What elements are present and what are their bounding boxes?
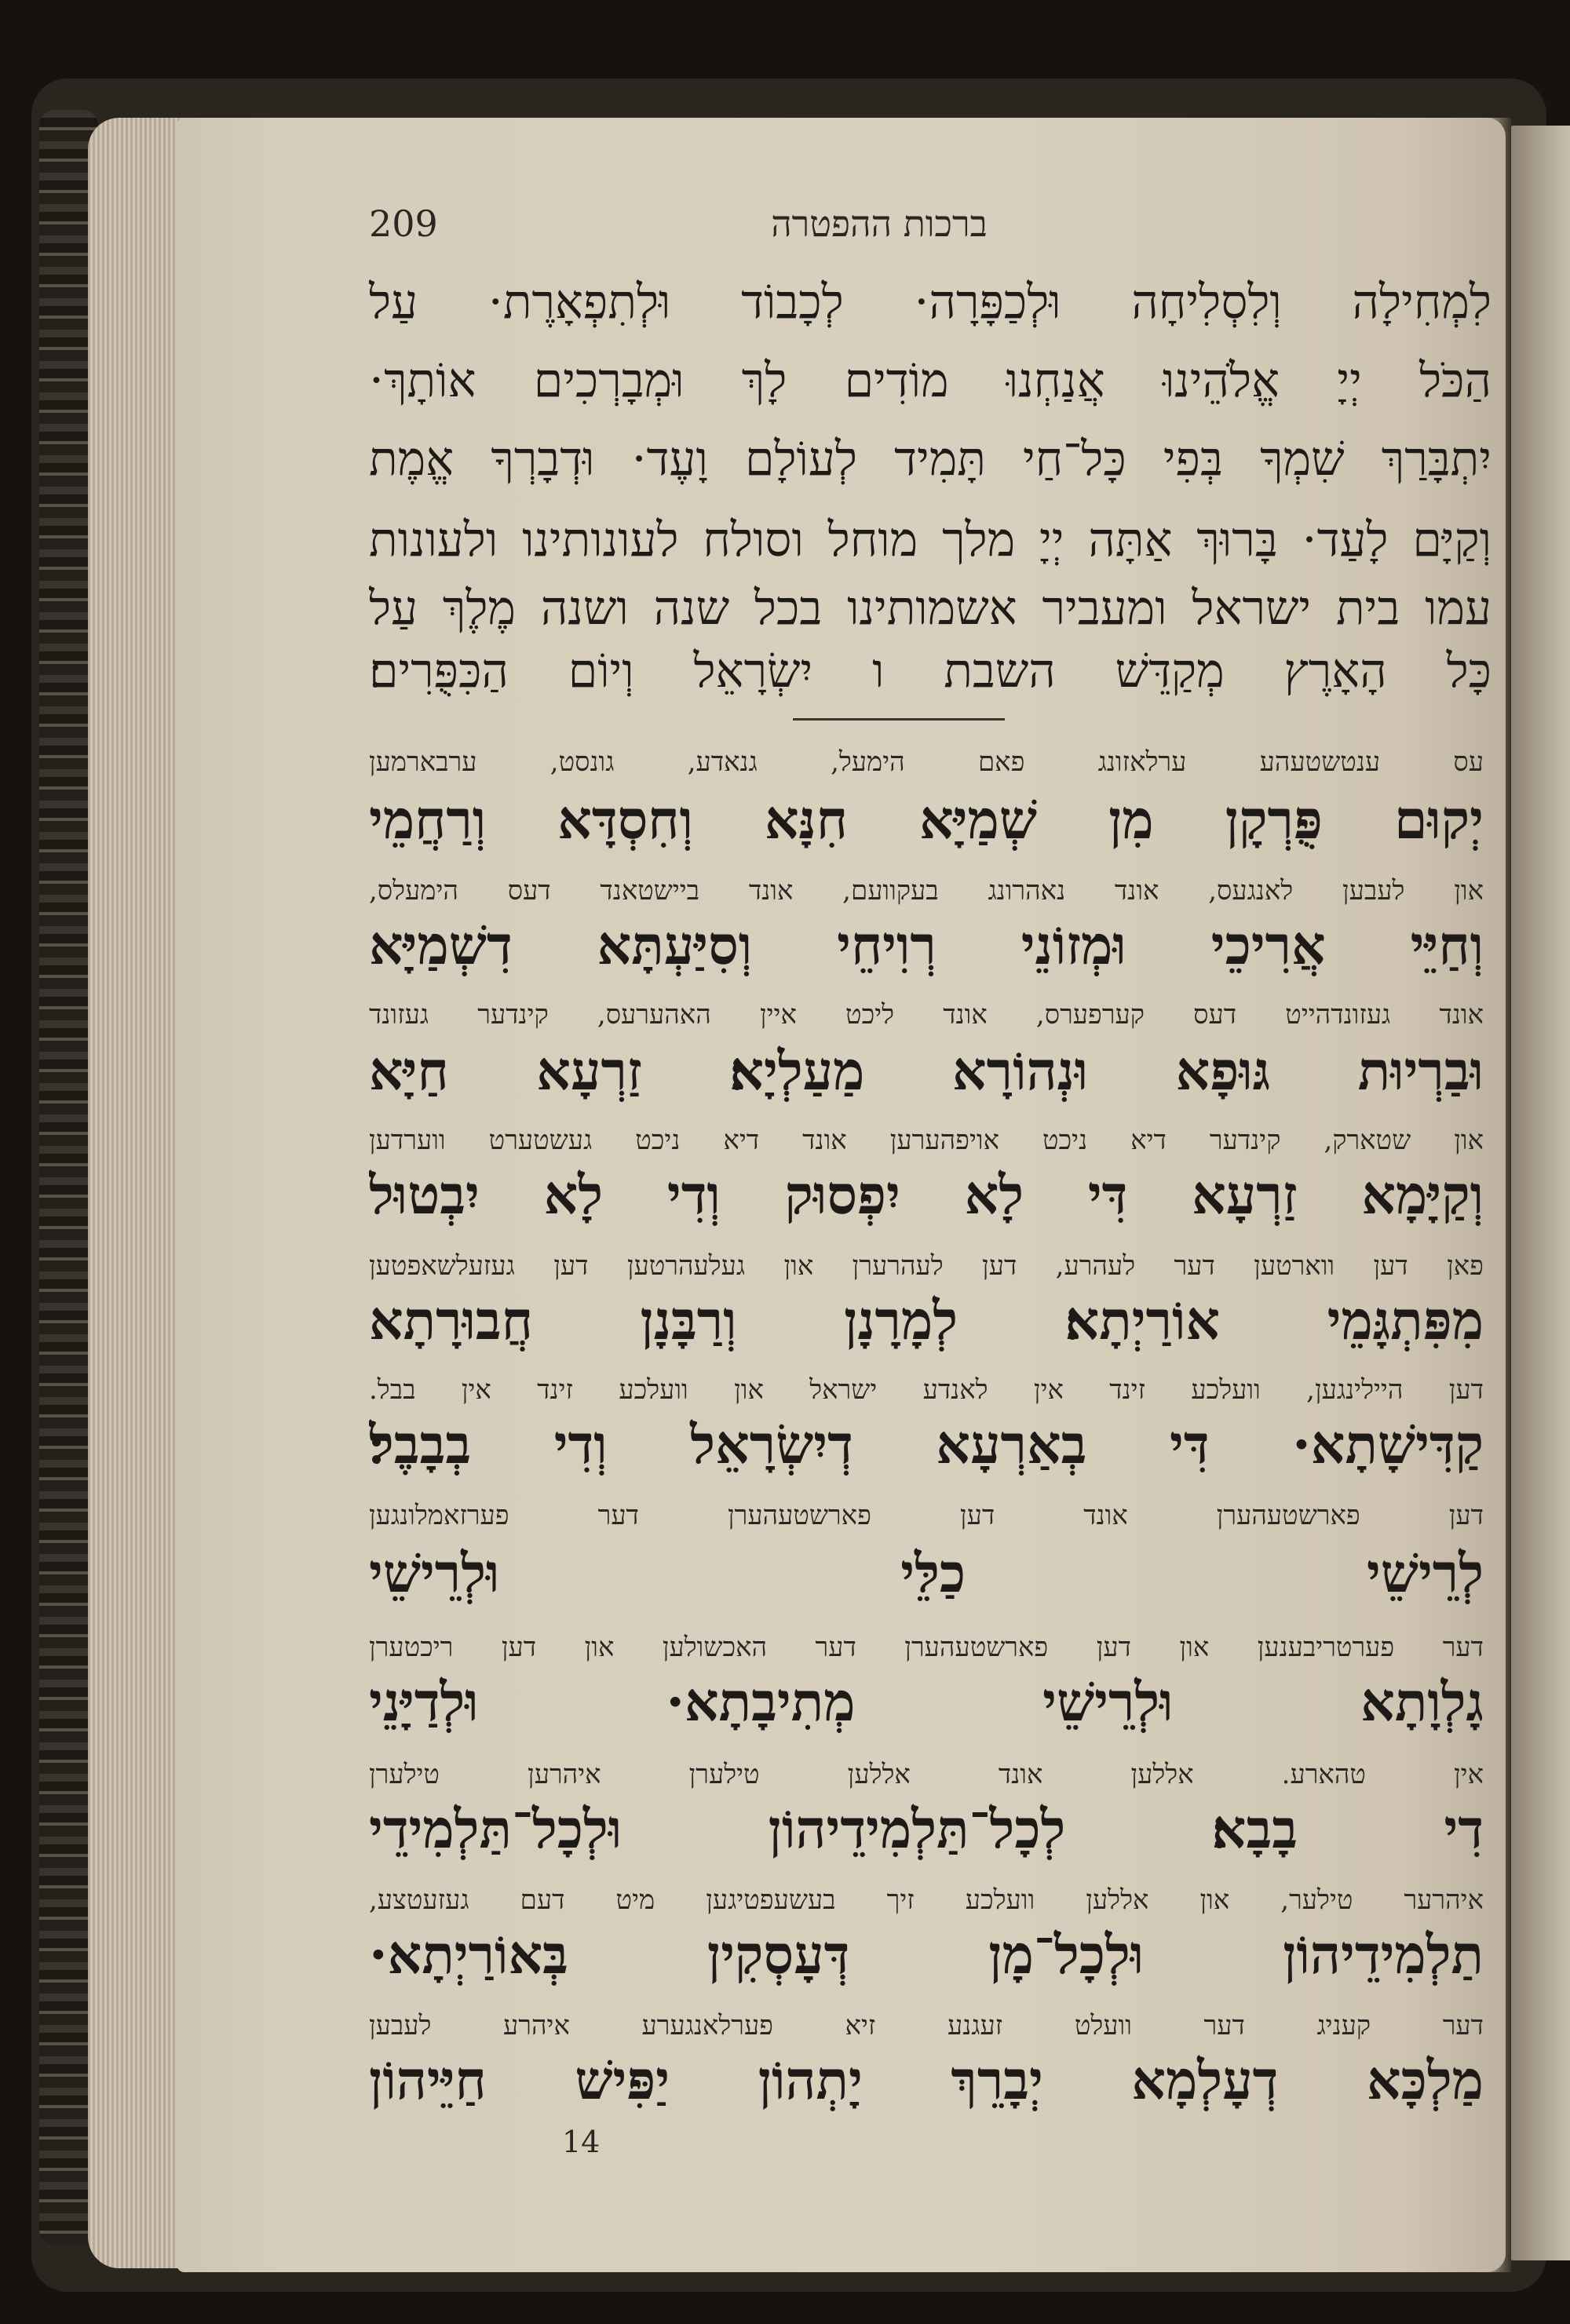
translation-line: אונד געזונדהייט דעס קערפערס, אונד ליכט איין האהערעס, קינדער געזונד bbox=[369, 999, 1484, 1031]
blessing-line: הַכֹּל יְיָ אֱלֹהֵינוּ אֲנַחְנוּ מוֹדִים לָךְ וּמְבָרְכִים אוֹתָךְ· bbox=[369, 353, 1492, 408]
aramaic-line: וּבַרְיוּת גּוּפָא וּנְהוֹרָא מַעַלְיָא׃ זַרְעָא חַיָּא bbox=[369, 1040, 1484, 1103]
aramaic-line: קַדִּישָׁתָא· דִּי בְאַרְעָא דְיִשְׂרָאֵל וְדִי בְבָבֶל׃ bbox=[369, 1414, 1484, 1476]
translation-line: עס ענטשטעהע ערלאזונג פאם הימעל, גנאדע, גונסט, ערבארמען bbox=[369, 746, 1484, 778]
translation-line: דען היילינגען, וועלכע זינד אין לאנדע ישראל און וועלכע זינד אין בבל. bbox=[369, 1374, 1484, 1406]
blessing-line: יִתְבָּרַךְ שִׁמְךָ בְּפִי כָּל־חַי תָּמִיד לְעוֹלָם וָעֶד· וּדְבָרְךָ אֱמֶת bbox=[369, 432, 1492, 487]
aramaic-line: יְקוּם פֻּרְקָן מִן שְׁמַיָּא חִנָּא וְחִסְדָּא וְרַחֲמֵי bbox=[369, 789, 1484, 852]
translation-line: פאן דען ווארטען דער לעהרע, דען לעהרערן און געלעהרטען דען געזעלשאפטען bbox=[369, 1250, 1484, 1282]
aramaic-line: מִפִּתְגָּמֵי אוֹרַיְתָא׃ לְמָרָנָן וְרַבָּנָן חֲבוּרָתָא bbox=[369, 1290, 1484, 1352]
aramaic-line: לְרֵישֵׁי כַלֵּי וּלְרֵישֵׁי bbox=[369, 1542, 1484, 1605]
translation-line: דען פארשטעהערן אונד דען פארשטעהערן דער פערזאמלונגען bbox=[369, 1500, 1484, 1531]
signature-mark: 14 bbox=[562, 2125, 601, 2159]
translation-line: דער פערטריבענען און דען פארשטעהערן דער האכשולען און דען ריכטערן bbox=[369, 1632, 1484, 1663]
page-number: 209 bbox=[369, 202, 438, 245]
blessing-line: וְקַיָּם לָעַד· בָּרוּךְ אַתָּה יְיָ מלך מוחל וסולח לעונותינו ולעונות bbox=[369, 513, 1492, 567]
aramaic-line: תַלְמִידֵיהוֹן וּלְכָל־מָן דְּעָסְקִין בְּאוֹרַיְתָא· bbox=[369, 1924, 1484, 1987]
section-divider bbox=[793, 718, 1005, 721]
blessing-line: עמו בית ישראל ומעביר אשמותינו בכל שנה ושנה מֶלֶךְ עַל bbox=[369, 581, 1492, 636]
blessing-line: לִמְחִילָה וְלִסְלִיחָה וּלְכַפָּרָה· לְכָבוֹד וּלְתִפְאָרֶת· עַל bbox=[369, 275, 1492, 330]
facing-page-edge bbox=[1509, 126, 1570, 2260]
aramaic-line: דִי בָבָא׃ לְכָל־תַּלְמִידֵיהוֹן וּלְכָל־תַּלְמִידֵי bbox=[369, 1798, 1484, 1861]
translation-line: און לעבען לאנגעס, אונד נאהרונג בעקוועם, אונד ביישטאנד דעס הימעלס, bbox=[369, 875, 1484, 907]
translation-line: דער קעניג דער וועלט זעגנע זיא פערלאנגערע איהרע לעבען bbox=[369, 2010, 1484, 2041]
translation-line: און שטארק, קינדער דיא ניכט אויפהערען אונד דיא ניכט געשטערט ווערדען bbox=[369, 1125, 1484, 1156]
aramaic-line: מַלְכָּא דְעָלְמָא יְבָרֵךְ יָתְהוֹן יַפִּישׁ חַיֵּיהוֹן bbox=[369, 2049, 1484, 2112]
translation-line: איהרער טילער, און אללען וועלכע זיך בעשעפטיגען מיט דעם געזעטצע, bbox=[369, 1884, 1484, 1916]
aramaic-line: וְחַיֵּי אֲרִיכֵי וּמְזוֹנֵי רְוִיחֵי וְסִיַּעְתָּא דִשְׁמַיָּא bbox=[369, 914, 1484, 977]
translation-line: אין טהארע. אללען אונד אללען טילערן איהרען טילערן bbox=[369, 1759, 1484, 1790]
aramaic-line: וְקַיָּמָא זַרְעָא דִּי לָא יִפְסוּק וְדִי לָא יִבְטוּל bbox=[369, 1164, 1484, 1227]
blessing-line: כָּל הָאָרֶץ מְקַדֵּשׁ השבת ו יִשְׂרָאֵל וְיוֹם הַכִּפֻּרִים׃ bbox=[369, 644, 1492, 699]
aramaic-line: גָלְוָתָא וּלְרֵישֵׁי מְתִיבָתָא· וּלְדַיָּנֵי bbox=[369, 1671, 1484, 1734]
running-head: ברכות ההפטרה bbox=[771, 202, 988, 245]
